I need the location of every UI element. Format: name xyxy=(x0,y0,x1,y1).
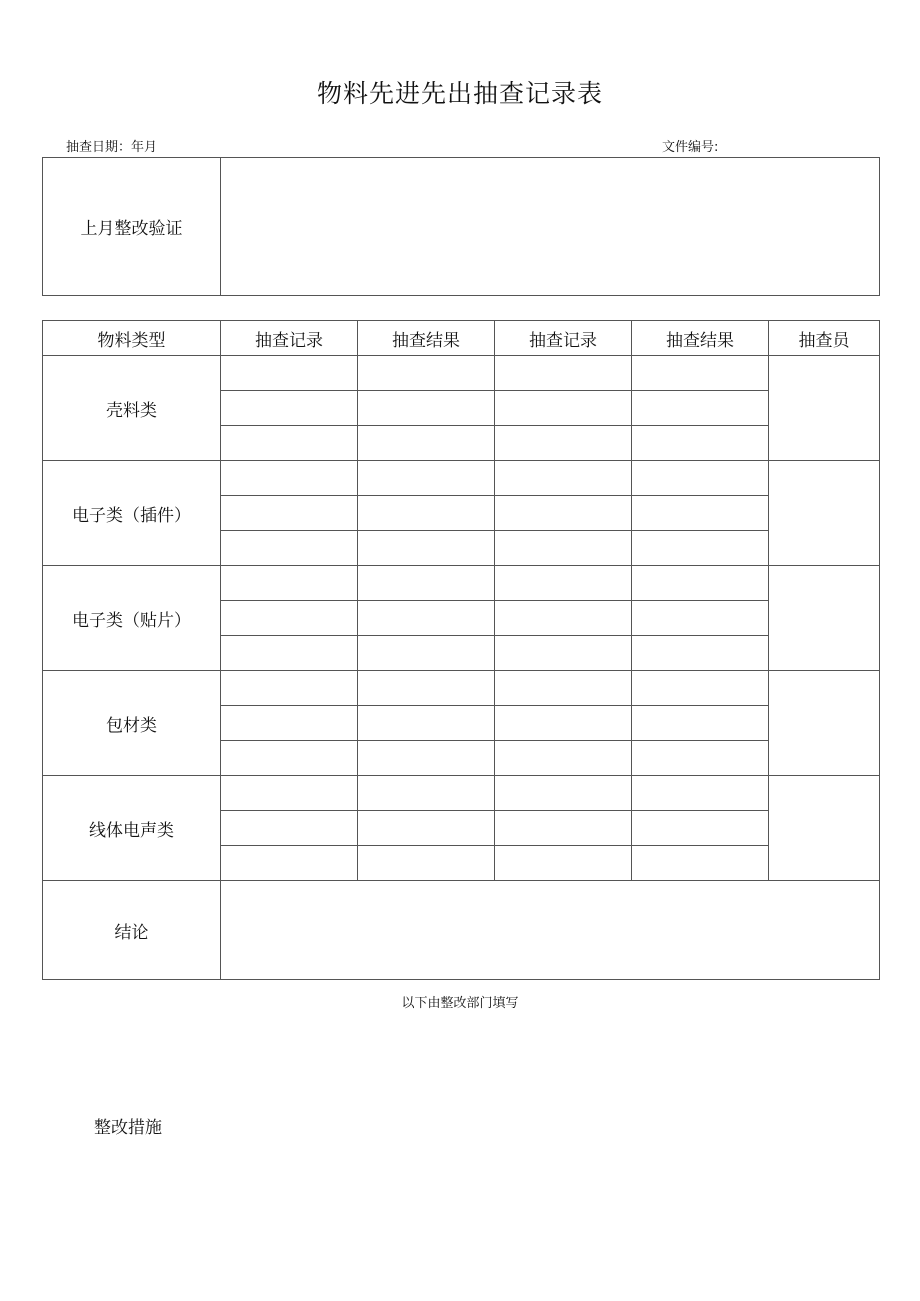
inspector-cell[interactable] xyxy=(769,461,880,566)
corrective-measures-label: 整改措施 xyxy=(94,1118,162,1138)
table-row xyxy=(43,566,880,601)
entry-cell[interactable] xyxy=(495,391,632,426)
entry-cell[interactable] xyxy=(495,671,632,706)
entry-cell[interactable] xyxy=(632,566,769,601)
entry-cell[interactable] xyxy=(358,706,495,741)
entry-cell[interactable] xyxy=(221,566,358,601)
entry-cell[interactable] xyxy=(632,461,769,496)
entry-cell[interactable] xyxy=(221,671,358,706)
entry-cell[interactable] xyxy=(495,811,632,846)
entry-cell[interactable] xyxy=(358,741,495,776)
entry-cell[interactable] xyxy=(358,356,495,391)
conclusion-label: 结论 xyxy=(43,881,221,980)
entry-cell[interactable] xyxy=(358,601,495,636)
entry-cell[interactable] xyxy=(495,426,632,461)
inspector-cell[interactable] xyxy=(769,566,880,671)
conclusion-row xyxy=(43,881,880,980)
table-header-row xyxy=(43,321,880,356)
entry-cell[interactable] xyxy=(632,356,769,391)
document-number-label: 文件编号: xyxy=(662,140,719,155)
entry-cell[interactable] xyxy=(495,846,632,881)
entry-cell[interactable] xyxy=(632,776,769,811)
entry-cell[interactable] xyxy=(221,391,358,426)
entry-cell[interactable] xyxy=(495,356,632,391)
entry-cell[interactable] xyxy=(358,461,495,496)
entry-cell[interactable] xyxy=(358,566,495,601)
entry-cell[interactable] xyxy=(632,741,769,776)
entry-cell[interactable] xyxy=(495,636,632,671)
table-row xyxy=(43,776,880,811)
entry-cell[interactable] xyxy=(358,531,495,566)
material-category-label: 电子类（插件） xyxy=(43,461,221,566)
column-header-check-result-2: 抽查结果 xyxy=(632,321,769,356)
entry-cell[interactable] xyxy=(632,496,769,531)
entry-cell[interactable] xyxy=(221,706,358,741)
entry-cell[interactable] xyxy=(632,426,769,461)
entry-cell[interactable] xyxy=(632,811,769,846)
entry-cell[interactable] xyxy=(632,706,769,741)
entry-cell[interactable] xyxy=(221,356,358,391)
table-row xyxy=(43,671,880,706)
column-header-check-record-2: 抽查记录 xyxy=(495,321,632,356)
entry-cell[interactable] xyxy=(632,671,769,706)
entry-cell[interactable] xyxy=(632,846,769,881)
inspector-cell[interactable] xyxy=(769,776,880,881)
entry-cell[interactable] xyxy=(632,531,769,566)
verification-table xyxy=(42,157,880,296)
inspection-date-label: 抽查日期：年月 xyxy=(66,140,158,155)
entry-cell[interactable] xyxy=(358,671,495,706)
column-header-check-result-1: 抽查结果 xyxy=(358,321,495,356)
verification-label: 上月整改验证 xyxy=(43,158,221,296)
entry-cell[interactable] xyxy=(358,811,495,846)
entry-cell[interactable] xyxy=(221,636,358,671)
entry-cell[interactable] xyxy=(358,391,495,426)
entry-cell[interactable] xyxy=(358,636,495,671)
entry-cell[interactable] xyxy=(221,811,358,846)
inspection-table xyxy=(42,320,880,980)
entry-cell[interactable] xyxy=(358,496,495,531)
entry-cell[interactable] xyxy=(221,426,358,461)
material-category-label: 线体电声类 xyxy=(43,776,221,881)
material-category-label: 电子类（贴片） xyxy=(43,566,221,671)
entry-cell[interactable] xyxy=(632,601,769,636)
entry-cell[interactable] xyxy=(221,531,358,566)
entry-cell[interactable] xyxy=(221,496,358,531)
entry-cell[interactable] xyxy=(358,846,495,881)
material-category-label: 包材类 xyxy=(43,671,221,776)
entry-cell[interactable] xyxy=(632,391,769,426)
inspector-cell[interactable] xyxy=(769,356,880,461)
material-category-label: 壳料类 xyxy=(43,356,221,461)
entry-cell[interactable] xyxy=(358,426,495,461)
entry-cell[interactable] xyxy=(495,461,632,496)
entry-cell[interactable] xyxy=(221,776,358,811)
entry-cell[interactable] xyxy=(221,846,358,881)
inspector-cell[interactable] xyxy=(769,671,880,776)
entry-cell[interactable] xyxy=(221,461,358,496)
verification-field[interactable] xyxy=(221,158,880,296)
entry-cell[interactable] xyxy=(495,566,632,601)
entry-cell[interactable] xyxy=(221,741,358,776)
page-title: 物料先进先出抽查记录表 xyxy=(316,79,603,108)
entry-cell[interactable] xyxy=(358,776,495,811)
entry-cell[interactable] xyxy=(495,496,632,531)
column-header-check-record-1: 抽查记录 xyxy=(221,321,358,356)
entry-cell[interactable] xyxy=(495,776,632,811)
entry-cell[interactable] xyxy=(632,636,769,671)
table-row xyxy=(43,356,880,391)
footer-note: 以下由整改部门填写 xyxy=(401,996,519,1011)
table-row xyxy=(43,461,880,496)
column-header-material-type: 物料类型 xyxy=(43,321,221,356)
conclusion-field[interactable] xyxy=(221,881,880,980)
entry-cell[interactable] xyxy=(495,601,632,636)
entry-cell[interactable] xyxy=(221,601,358,636)
entry-cell[interactable] xyxy=(495,741,632,776)
entry-cell[interactable] xyxy=(495,531,632,566)
entry-cell[interactable] xyxy=(495,706,632,741)
column-header-inspector: 抽查员 xyxy=(769,321,880,356)
